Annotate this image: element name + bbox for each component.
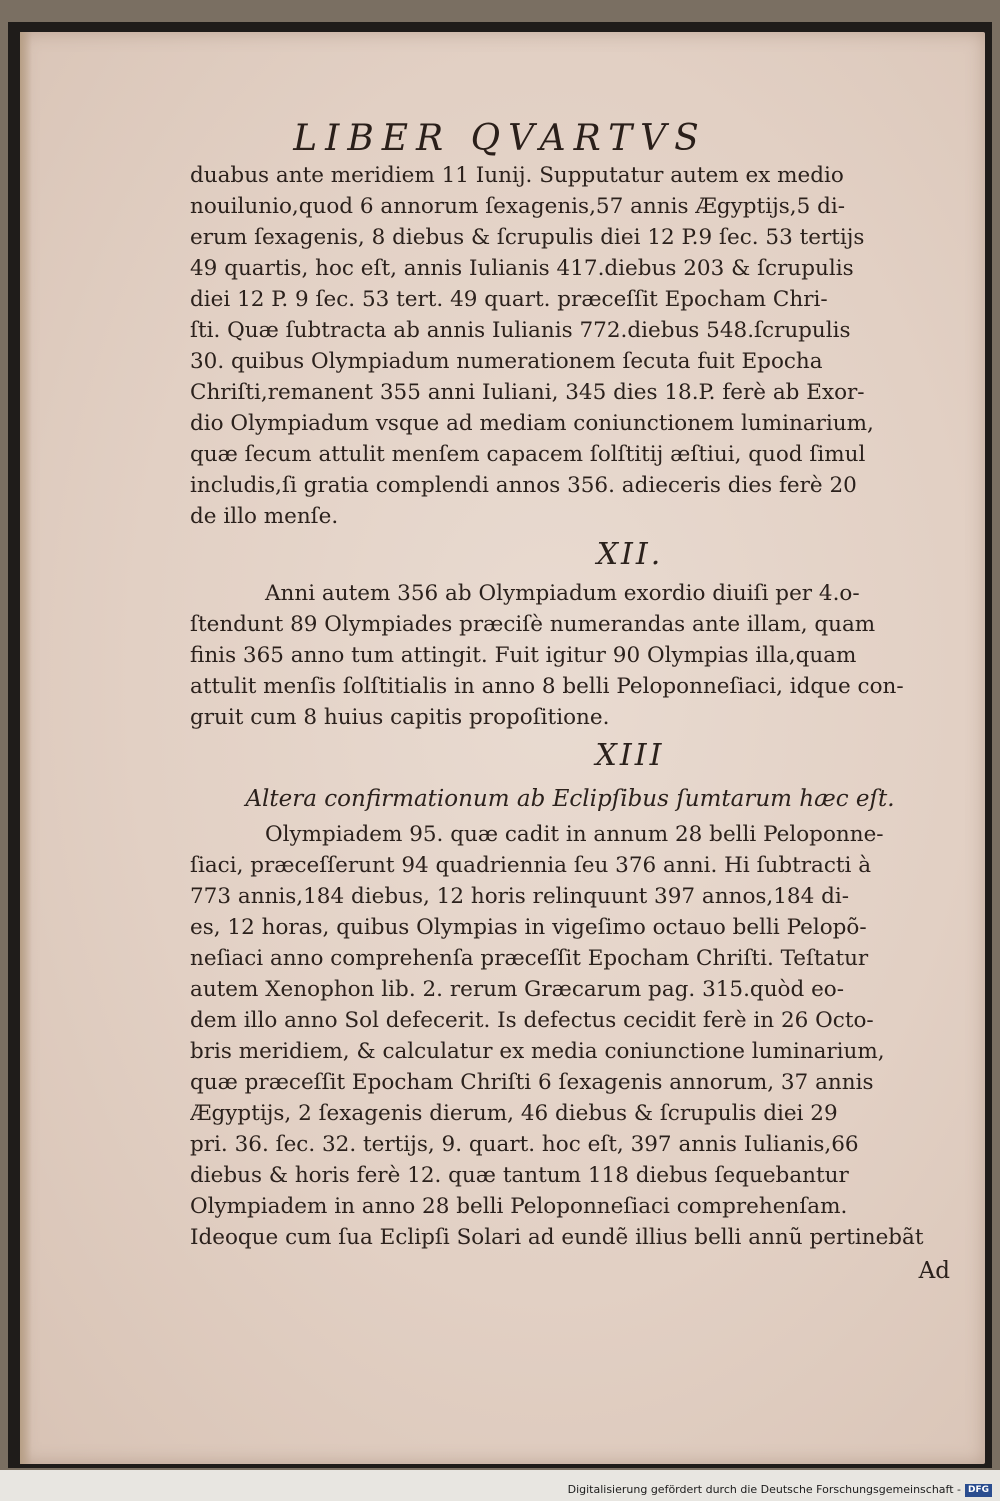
paragraph-xii	[190, 578, 950, 733]
catchword: Ad	[918, 1258, 950, 1284]
text-line: 49 quartis, hoc eſt, annis Iulianis 417.diebus 203 & ſcrupulis	[190, 256, 854, 281]
section-number-xii: XII.	[596, 537, 664, 572]
text-line: diebus & horis ferè 12. quæ tantum 118 diebus ſequebantur	[190, 1163, 849, 1188]
text-line: autem Xenophon lib. 2. rerum Græcarum pag. 315.quòd eo-	[190, 977, 845, 1002]
text-line: es, 12 horas, quibus Olympias in vigeſimo octauo belli Pelopõ-	[190, 915, 867, 940]
text-line: 773 annis,184 diebus, 12 horis relinquunt 397 annos,184 di-	[190, 884, 850, 909]
paragraph-continuation	[190, 160, 950, 532]
text-line: finis 365 anno tum attingit. Fuit igitur 90 Olympias illa,quam	[190, 643, 857, 668]
text-line: ſtendunt 89 Olympiades præciſè numerandas ante illam, quam	[190, 612, 876, 637]
dfg-logo: DFG	[965, 1484, 992, 1497]
footer-credit: Digitalisierung gefördert durch die Deutsche Forschungsgemeinschaft -	[567, 1483, 961, 1496]
text-line: Chriſti,remanent 355 anni Iuliani, 345 dies 18.P. ferè ab Exor-	[190, 380, 865, 405]
text-line: 30. quibus Olympiadum numerationem ſecuta fuit Epocha	[190, 349, 823, 374]
text-line: ſti. Quæ ſubtracta ab annis Iulianis 772.diebus 548.ſcrupulis	[190, 318, 851, 343]
running-header: LIBER QVARTVS	[293, 118, 707, 159]
text-line: pri. 36. ſec. 32. tertijs, 9. quart. hoc eſt, 397 annis Iulianis,66	[190, 1132, 859, 1157]
text-line: dem illo anno Sol defecerit. Is defectus cecidit ferè in 26 Octo-	[190, 1008, 874, 1033]
text-line: de illo menſe.	[190, 504, 339, 529]
digitization-footer	[0, 1481, 992, 1499]
text-line: nouilunio,quod 6 annorum ſexagenis,57 annis Ægyptijs,5 di-	[190, 194, 846, 219]
text-line: erum ſexagenis, 8 diebus & ſcrupulis diei 12 P.9 ſec. 53 tertijs	[190, 225, 865, 250]
text-line: Olympiadem 95. quæ cadit in annum 28 belli Peloponne-	[265, 822, 884, 847]
paragraph-xiii	[190, 819, 950, 1253]
text-line: quæ præceſſit Epocham Chriſti 6 ſexagenis annorum, 37 annis	[190, 1070, 874, 1095]
text-line: diei 12 P. 9 ſec. 53 tert. 49 quart. præceſſit Epocham Chri-	[190, 287, 828, 312]
text-line: quæ ſecum attulit menſem capacem ſolſtitij æſtiui, quod ſimul	[190, 442, 866, 467]
text-line: ſiaci, præceſſerunt 94 quadriennia ſeu 376 anni. Hi ſubtracti à	[190, 853, 872, 878]
text-line: Olympiadem in anno 28 belli Peloponneſiaci comprehenſam.	[190, 1194, 848, 1219]
text-line: attulit menſis ſolſtitialis in anno 8 belli Peloponneſiaci, idque con-	[190, 674, 904, 699]
text-line: gruit cum 8 huius capitis propoſitione.	[190, 705, 610, 730]
text-line: Ideoque cum ſua Eclipſi Solari ad eundẽ illius belli annũ pertinebãt	[190, 1225, 924, 1250]
text-line: includis,ſi gratia complendi annos 356. adieceris dies ferè 20	[190, 473, 857, 498]
section-subtitle: Altera confirmationum ab Eclipſibus ſumtarum hæc eſt.	[245, 786, 895, 812]
page-text	[190, 160, 950, 1289]
text-line: Anni autem 356 ab Olympiadum exordio diuiſi per 4.o-	[265, 581, 860, 606]
text-line: neſiaci anno comprehenſa præceſſit Epocham Chriſti. Teſtatur	[190, 946, 869, 971]
text-line: duabus ante meridiem 11 Iunij. Supputatur autem ex medio	[190, 163, 844, 188]
section-number-xiii: XIII	[595, 738, 665, 773]
text-line: Ægyptijs, 2 ſexagenis dierum, 46 diebus & ſcrupulis diei 29	[190, 1101, 838, 1126]
page-gutter-shadow	[20, 32, 32, 1464]
text-line: dio Olympiadum vsque ad mediam coniunctionem luminarium,	[190, 411, 874, 436]
text-line: bris meridiem, & calculatur ex media coniunctione luminarium,	[190, 1039, 885, 1064]
